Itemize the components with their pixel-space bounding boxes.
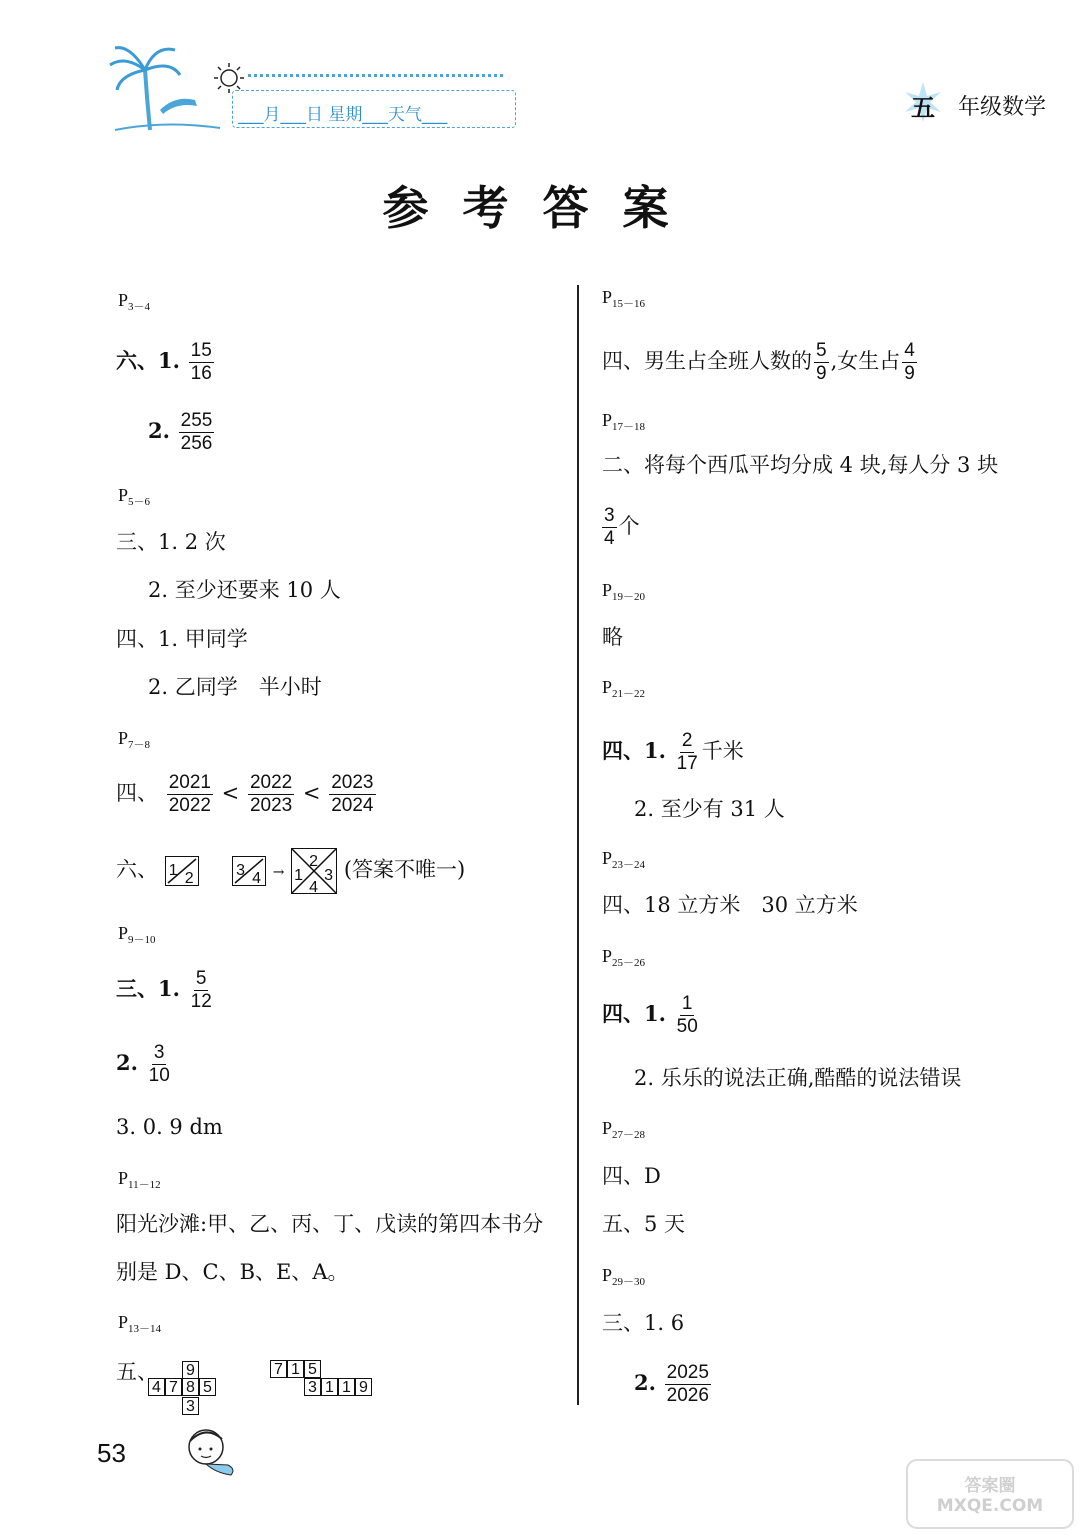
answer-3-2: 2. 至少还要来 10 人 [148, 578, 341, 602]
page-ref-27: $P_{27-28}$ [602, 1118, 646, 1141]
column-divider [577, 285, 579, 1405]
grid-cell: 5 [199, 1378, 216, 1396]
cube-net-1 [148, 1360, 228, 1420]
watermark-text: 答案圈 MXQE.COM [936, 1476, 1044, 1516]
answer-4-1: 四、1. 甲同学 [116, 627, 248, 651]
grade-label: 年级数学 [958, 95, 1047, 120]
answer-3-1-six: 三、1. 6 [602, 1311, 685, 1335]
answer-4-2-statement: 2. 乐乐的说法正确,酷酷的说法错误 [634, 1066, 962, 1090]
answer-sunny-beach-2: 别是 D、C、B、E、A。 [116, 1260, 349, 1284]
page-ref-13: $P_{13-14}$ [118, 1312, 162, 1335]
grid-cell: 3 [182, 1397, 199, 1415]
grid-cell: 5 [304, 1360, 321, 1378]
answer-boys-girls: 四、男生占全班人数的 $\frac{5}{9}$ ,女生占 $\frac{4}{9}$ [602, 340, 915, 384]
cartoon-kid-icon [176, 1425, 246, 1485]
palm-tree-icon [105, 40, 225, 135]
answer-4-2: 2. 乙同学 半小时 [148, 675, 322, 699]
answer-omitted: 略 [602, 625, 623, 649]
date-line: ___月___日 星期___天气___ [238, 105, 448, 125]
answer-4-2-people: 2. 至少有 31 人 [634, 797, 785, 821]
header-dotted-line [248, 74, 503, 77]
grid-cell: 1 [321, 1378, 338, 1396]
answer-4-1-km: 四、1. $\frac{2}{17}$ 千米 [602, 730, 744, 774]
answer-volume: 四、18 立方米 30 立方米 [602, 893, 858, 917]
page-ref-29: $P_{29-30}$ [602, 1265, 646, 1288]
page-number: 53 [97, 1438, 126, 1468]
fold-box-result: 2 1 3 4 [291, 848, 337, 894]
answer-4-1-fiftieth: 四、1. $\frac{1}{50}$ [602, 993, 698, 1037]
fold-box-1: 1 2 [165, 856, 199, 886]
grid-cell: 1 [338, 1378, 355, 1396]
page-ref-15: $P_{15-16}$ [602, 287, 646, 310]
answer-6-2: 2. $\frac{255}{256}$ [148, 410, 213, 454]
answer-3-2-frac: 2. $\frac{3}{10}$ [116, 1042, 170, 1086]
page-ref-9: $P_{9-10}$ [118, 923, 156, 946]
grade-badge-icon [903, 82, 943, 122]
grid-cell: 3 [304, 1378, 321, 1396]
grid-cell: 9 [355, 1378, 372, 1396]
cube-net-2 [270, 1360, 370, 1400]
grid-cell: 7 [165, 1378, 182, 1396]
answer-sunny-beach-1: 阳光沙滩:甲、乙、丙、丁、戊读的第四本书分 [116, 1212, 544, 1236]
grid-cell: 9 [182, 1361, 199, 1379]
answer-6-1: 六、1. $\frac{15}{16}$ [116, 340, 212, 384]
page-ref-3: $P_{3-4}$ [118, 290, 151, 313]
answer-4-compare: 四、 $\frac{2021}{2022}$ < $\frac{2022}{2023}$ < $\frac{2023}{2024}$ [116, 772, 374, 816]
page-ref-7: $P_{7-8}$ [118, 728, 151, 751]
watermark-logo [905, 1458, 1075, 1530]
answer-4-d: 四、D [602, 1164, 661, 1188]
answer-6-folding: 六、 1 2 3 4 → 2 1 3 4 (答案不唯一) [116, 848, 465, 894]
page-ref-11: $P_{11-12}$ [118, 1168, 161, 1191]
answer-5-prefix: 五、 [116, 1360, 158, 1384]
grid-cell: 1 [287, 1360, 304, 1378]
page-ref-21: $P_{21-22}$ [602, 677, 646, 700]
fold-box-2: 3 4 [232, 856, 266, 886]
answer-3-3: 3. 0. 9 dm [116, 1115, 223, 1139]
grid-cell: 7 [270, 1360, 287, 1378]
page-ref-17: $P_{17-18}$ [602, 410, 646, 433]
grid-cell: 8 [182, 1378, 199, 1396]
answer-3-1: 三、1. 2 次 [116, 530, 226, 554]
page-ref-5: $P_{5-6}$ [118, 485, 151, 508]
answer-5-days: 五、5 天 [602, 1212, 686, 1236]
answer-3-2-frac: 2. $\frac{2025}{2026}$ [634, 1362, 709, 1406]
page-ref-19: $P_{19-20}$ [602, 580, 646, 603]
page-ref-25: $P_{25-26}$ [602, 946, 646, 969]
answer-3-1-frac: 三、1. $\frac{5}{12}$ [116, 968, 212, 1012]
answer-watermelon: 二、将每个西瓜平均分成 4 块,每人分 3 块 [602, 453, 999, 477]
answer-watermelon-frac: $\frac{3}{4}$ 个 [604, 505, 640, 549]
page-title: 参考答案 [382, 181, 703, 235]
grid-cell: 4 [148, 1378, 165, 1396]
page-ref-23: $P_{23-24}$ [602, 848, 646, 871]
arrow-right-icon: → [272, 864, 285, 881]
grade-char: 五 [911, 94, 935, 122]
